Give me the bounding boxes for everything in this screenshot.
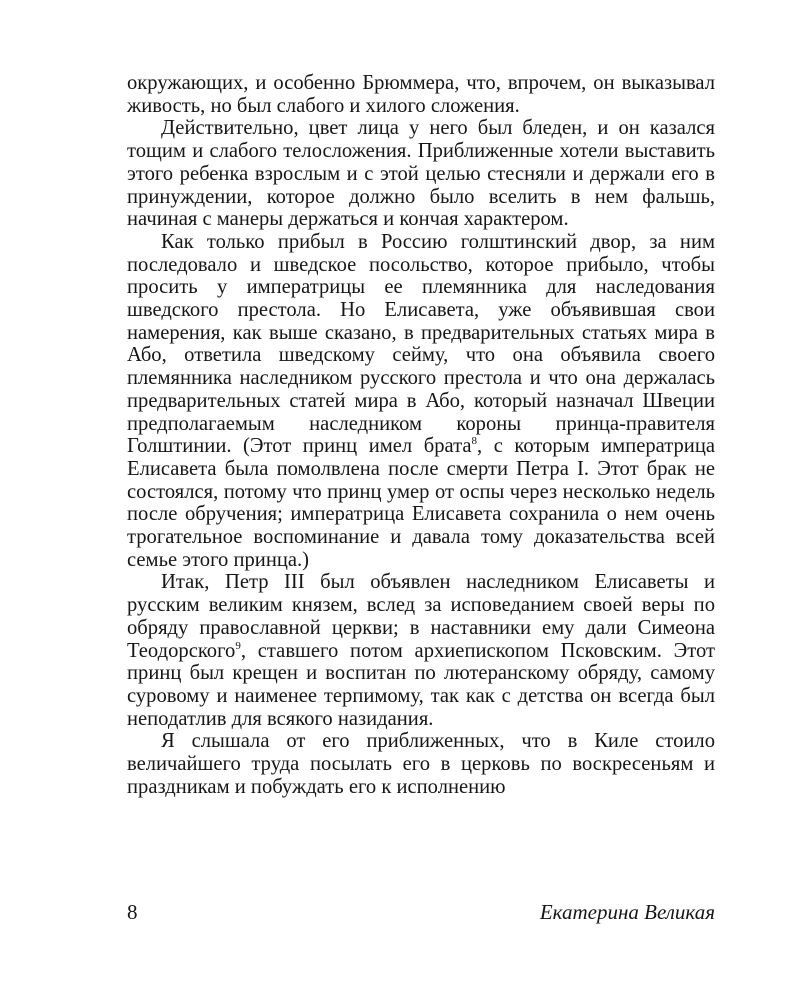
paragraph [127, 231, 715, 572]
page-body [127, 72, 715, 799]
paragraph-text: Итак, Петр III был объявлен наследником Елисаветы и русским великим князем, вслед за исповеданием своей веры по обряду православной церкви; в наставники ему дали Симеона Теодорского [127, 571, 715, 662]
page-footer [127, 900, 715, 930]
paragraph-text: , с которым императрица Елисавета была помолвлена после смерти Петра I. Этот брак не состоялся, потому что принц умер от оспы через несколько недель после обручения; императрица Елисавета сохранила о нем очень трогательное воспоминание и давала тому доказательства всей семье этого принца.) [127, 435, 715, 571]
footnote-marker: 8 [471, 435, 478, 448]
paragraph-text: Как только прибыл в Россию голштинский двор, за ним последовало и шведское посольство, которое прибыло, чтобы просить у императрицы ее племянника для наследования шведского престола. Но Елисавета, уже объявившая свои намерения, как выше сказано, в предварительных статьях мира в Або, ответила шведскому сейму, что она объявила своего племянника наследником русского престола и что она держалась предварительных статей мира в Або, который назначал Швеции предполагаемым наследником короны принца-правителя Голштинии. (Этот принц имел брата [127, 230, 715, 458]
paragraph-text: , ставшего потом архиепископом Псковским. Этот принц был крещен и воспитан по лютеранскому обряду, самому суровому и наименее терпимому, так как с детства он всегда был неподатлив для всякого назидания. [127, 639, 715, 730]
page-number: 8 [127, 900, 138, 924]
paragraph: окружающих, и особенно Брюммера, что, впрочем, он выказывал живость, но был слабого и хилого сложения. [127, 72, 715, 117]
footnote-marker: 9 [235, 639, 241, 652]
running-title: Екатерина Великая [539, 900, 715, 924]
paragraph: Действительно, цвет лица у него был бледен, и он казался тощим и слабого телосложения. Приближенные хотели выставить этого ребенка взрослым и с этой целью стесняли и держали его в принуждении, которое должно было вселить в нем фальшь, начиная с манеры держаться и кончая характером. [127, 117, 715, 231]
paragraph [127, 571, 715, 730]
paragraph: Я слышала от его приближенных, что в Киле стоило величайшего труда посылать его в церковь по воскресеньям и праздникам и побуждать его к исполнению [127, 730, 715, 798]
